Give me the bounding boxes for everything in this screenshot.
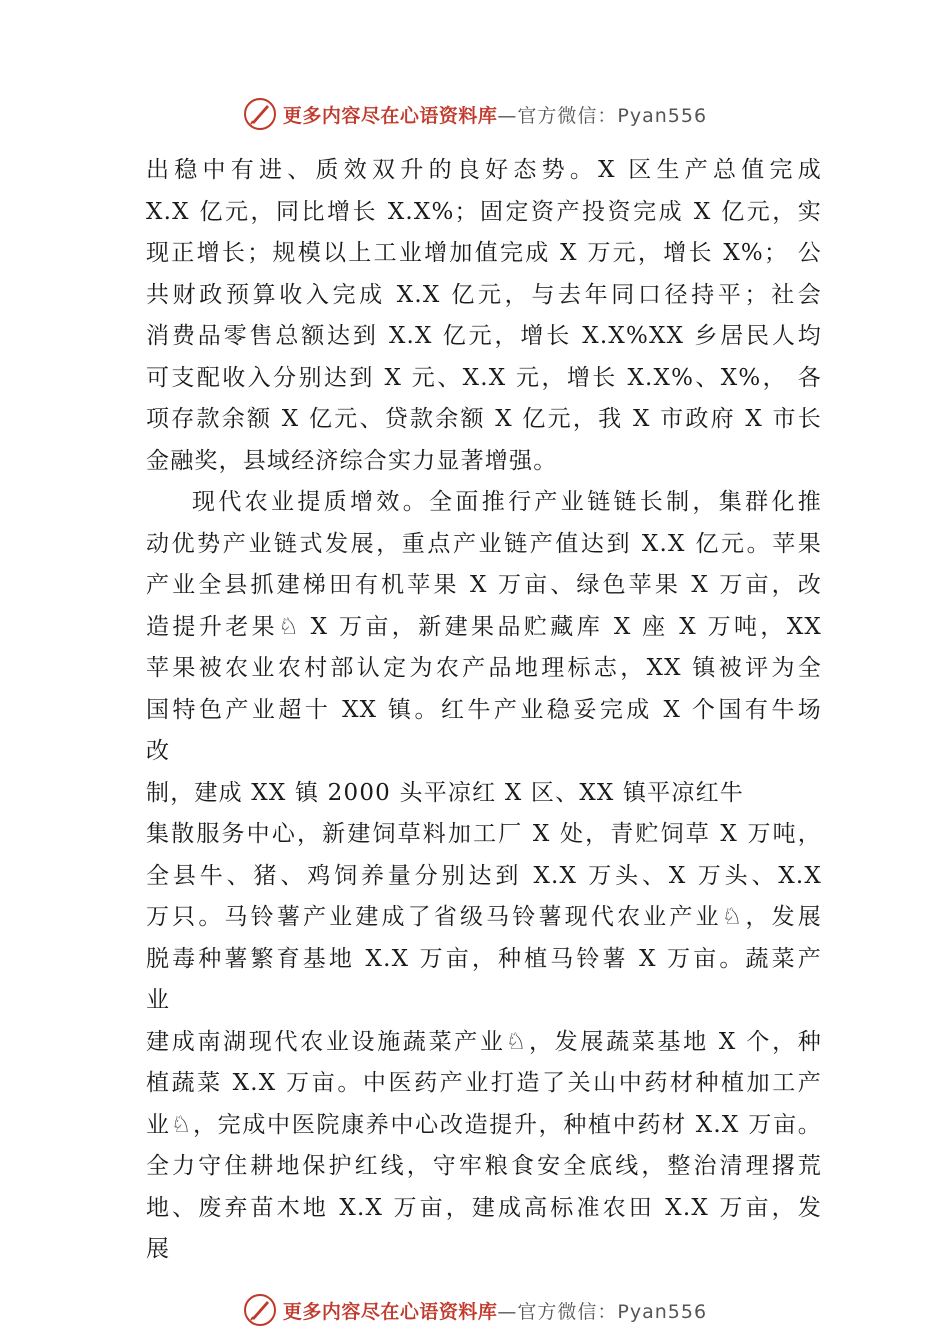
- watermark-wechat: —官方微信：Pyan556: [497, 104, 708, 127]
- text-line: 业: [146, 987, 171, 1013]
- text-line: 现正增长；规模以上工业增加值完成 X 万元，增长 X%； 公: [146, 240, 822, 266]
- text-line: 展: [146, 1236, 171, 1262]
- header-watermark: [0, 94, 950, 134]
- text-line: 产业全县抓建梯田有机苹果 X 万亩、绿色苹果 X 万亩，改: [146, 572, 822, 598]
- paragraph-start-line: 现代农业提质增效。全面推行产业链链长制，集群化推: [192, 489, 822, 515]
- footer-watermark: [0, 1290, 950, 1330]
- text-line: 建成南湖现代农业设施蔬菜产业♘，发展蔬菜基地 X 个，种: [146, 1028, 822, 1055]
- text-line: 苹果被农业农村部认定为农产品地理标志，XX 镇被评为全: [146, 655, 822, 681]
- watermark-wechat: —官方微信：Pyan556: [497, 1300, 708, 1323]
- text-line: 动优势产业链式发展，重点产业链产值达到 X.X 亿元。苹果: [146, 530, 822, 557]
- watermark-brand: 更多内容尽在心语资料库: [282, 1300, 498, 1323]
- text-line: 金融奖，县域经济综合实力显著增强。: [146, 447, 558, 474]
- text-line: 地、废弃苗木地 X.X 万亩，建成高标准农田 X.X 万亩，发: [146, 1194, 822, 1221]
- watermark-brand: 更多内容尽在心语资料库: [282, 104, 498, 127]
- document-body: [146, 150, 822, 1271]
- quill-logo-icon: [243, 1293, 277, 1327]
- text-line: 共财政预算收入完成 X.X 亿元，与去年同口径持平；社会: [146, 281, 822, 308]
- text-line: 项存款余额 X 亿元、贷款余额 X 亿元，我 X 市政府 X 市长: [146, 406, 822, 432]
- text-line: 万只。马铃薯产业建成了省级马铃薯现代农业产业♘，发展: [146, 904, 822, 930]
- text-line: 全县牛、猪、鸡饲养量分别达到 X.X 万头、X 万头、X.X: [146, 862, 822, 889]
- text-line: 可支配收入分别达到 X 元、X.X 元，增长 X.X%、X%， 各: [146, 364, 822, 391]
- text-line: 改: [146, 738, 171, 764]
- text-line: X.X 亿元，同比增长 X.X%；固定资产投资完成 X 亿元，实: [146, 198, 822, 225]
- text-line: 制，建成 XX 镇 2000 头平凉红 X 区、XX 镇平凉红牛: [146, 779, 744, 806]
- text-line: 业♘，完成中医院康养中心改造提升，种植中药材 X.X 万亩。: [146, 1111, 822, 1138]
- text-line: 集散服务中心，新建饲草料加工厂 X 处，青贮饲草 X 万吨，: [146, 821, 822, 847]
- text-line: 国特色产业超十 XX 镇。红牛产业稳妥完成 X 个国有牛场: [146, 696, 822, 723]
- text-line: 消费品零售总额达到 X.X 亿元，增长 X.X%XX 乡居民人均: [146, 323, 822, 349]
- text-line: 出稳中有进、质效双升的良好态势。X 区生产总值完成: [146, 157, 822, 183]
- text-line: 植蔬菜 X.X 万亩。中医药产业打造了关山中药材种植加工产: [146, 1070, 822, 1096]
- text-line: 造提升老果♘ X 万亩，新建果品贮藏库 X 座 X 万吨，XX: [146, 613, 822, 640]
- quill-logo-icon: [243, 97, 277, 131]
- text-line: 脱毒种薯繁育基地 X.X 万亩，种植马铃薯 X 万亩。蔬菜产: [146, 945, 822, 972]
- text-line: 全力守住耕地保护红线，守牢粮食安全底线，整治清理撂荒: [146, 1153, 822, 1179]
